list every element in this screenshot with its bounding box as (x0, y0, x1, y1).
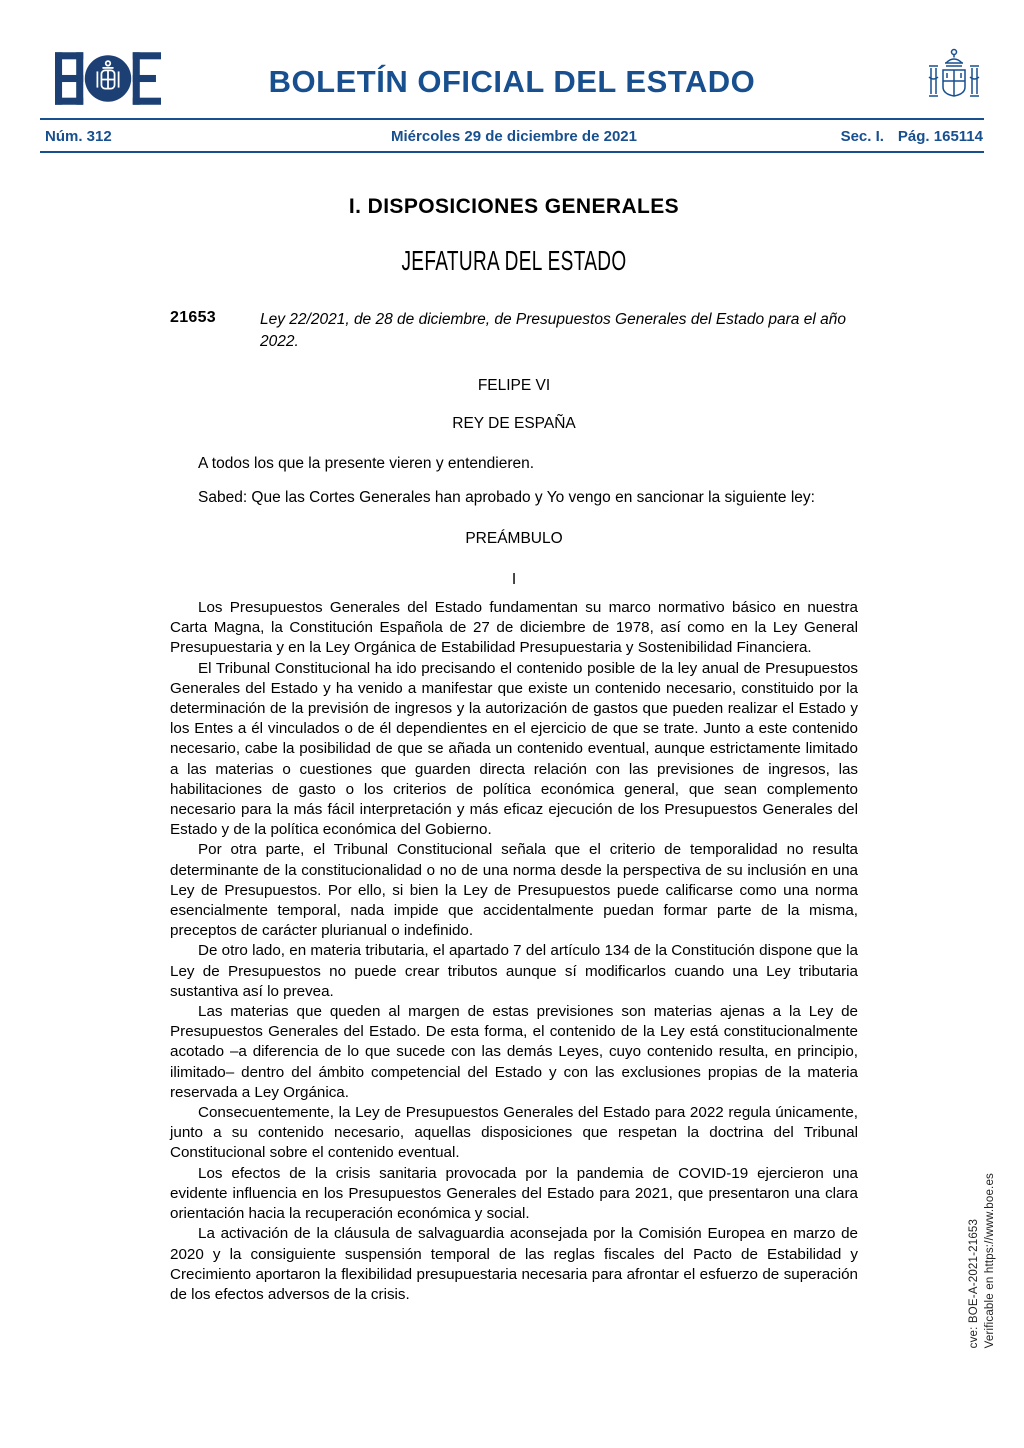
header-meta-row (45, 128, 983, 150)
preamble-paragraph: El Tribunal Constitucional ha ido precisando el contenido posible de la ley anual de Presupuestos Generales del Estado y ha venido a manifestar que existe un contenido necesario, constituido por la determinación de la previsión de ingresos y la autorización de gastos que pueden realizar el Estado y los Entes a él vinculados o de él dependientes en el ejercicio de que se trate. Junto a este contenido necesario, cabe la posibilidad de que se añada un contenido eventual, aunque estrictamente limitado a las materias o cuestiones que guarden directa relación con las previsiones de ingresos, las habilitaciones de gasto o los criterios de política económica general, que sean complemento necesario para la más fácil interpretación y más eficaz ejecución de los Presupuestos Generales del Estado y de la política económica del Gobierno. (170, 659, 858, 839)
section-page (841, 128, 983, 145)
preamble-paragraph: La activación de la cláusula de salvaguardia aconsejada por la Comisión Europea en marzo de 2020 y la consiguiente suspensión temporal de las reglas fiscales del Pacto de Estabilidad y Crecimiento aportaron la flexibilidad presupuestaria necesaria para afrontar el esfuerzo de superación de los efectos adversos de la crisis. (170, 1225, 858, 1303)
header-rule-top (40, 118, 984, 120)
section-label: Sec. I. (840, 128, 884, 145)
cve-code: cve: BOE-A-2021-21653 (968, 1218, 980, 1348)
header-rule-bottom (40, 151, 984, 153)
issue-date: Miércoles 29 de diciembre de 2021 (391, 128, 637, 145)
issue-number: Núm. 312 (45, 128, 112, 145)
salutation: A todos los que la presente vieren y entendieren. (198, 455, 535, 472)
preamble-paragraph: Consecuentemente, la Ley de Presupuestos Generales del Estado para 2022 regula únicamente, junto a su contenido necesario, aquellas disposiciones que respetan la doctrina del Tribunal Constitucional sobre el contenido eventual. (170, 1104, 858, 1162)
law-item-number: 21653 (170, 309, 216, 326)
preamble-paragraphs (170, 598, 858, 1305)
monarch-title: REY DE ESPAÑA (452, 415, 576, 432)
law-entry (170, 309, 858, 352)
spanish-coat-of-arms-icon (916, 46, 992, 117)
department-heading: JEFATURA DEL ESTADO (401, 245, 627, 276)
law-title: Ley 22/2021, de 28 de diciembre, de Presupuestos Generales del Estado para el año 2022. (260, 311, 846, 350)
preamble-paragraph: Los efectos de la crisis sanitaria provocada por la pandemia de COVID-19 ejercieron una evidente influencia en los Presupuestos Generales del Estado para 2021, que presentaron una clara orientación hacia la recuperación económica y social. (170, 1164, 858, 1223)
preamble-paragraph: Las materias que queden al margen de estas previsiones son materias ajenas a la Ley de Presupuestos Generales del Estado. De esta forma, el contenido de la Ley está constitucionalmente acotado –a diferencia de lo que sucede con las demás Leyes, cuyo contenido resulta, en principio, ilimitado– dentro del ámbito competencial del Estado y con las exclusiones propias de la materia reservada a Ley Orgánica. (170, 1003, 858, 1101)
verification-url: Verificable en https://www.boe.es (984, 1172, 996, 1348)
preamble-paragraph: De otro lado, en materia tributaria, el apartado 7 del artículo 134 de la Constitución dispone que la Ley de Presupuestos no puede crear tributos aunque sí modificarlos cuando una Ley tributaria sustantiva así lo prevea. (170, 942, 858, 1000)
cve-sidebar (966, 1173, 998, 1348)
preamble-paragraph: Los Presupuestos Generales del Estado fundamentan su marco normativo básico en nuestra Carta Magna, la Constitución Española de 27 de diciembre de 1978, así como en la Ley General Presupuestaria y en la Ley Orgánica de Estabilidad Presupuestaria y Sostenibilidad Financiera. (170, 599, 858, 657)
preamble-paragraph: Por otra parte, el Tribunal Constitucional señala que el criterio de temporalidad no resulta determinante de la constitucionalidad o no de una norma desde la perspectiva de su inclusión en una Ley de Presupuestos. Por ello, si bien la Ley de Presupuestos puede calificarse como una norma esencialmente temporal, nada impide que accidentalmente puedan formar parte de la misma, preceptos de carácter plurianual o indefinido. (170, 841, 858, 940)
masthead-title: BOLETÍN OFICIAL DEL ESTADO (268, 64, 756, 99)
preamble-heading: PREÁMBULO (465, 530, 563, 547)
page-number: Pág. 165114 (897, 128, 983, 145)
preamble-section-number: I (511, 571, 517, 588)
proclamation: Sabed: Que las Cortes Generales han aprobado y Yo vengo en sancionar la siguiente ley: (198, 489, 815, 506)
section-heading: I. DISPOSICIONES GENERALES (348, 195, 680, 218)
monarch-name: FELIPE VI (477, 377, 551, 394)
document-body (170, 190, 858, 1305)
